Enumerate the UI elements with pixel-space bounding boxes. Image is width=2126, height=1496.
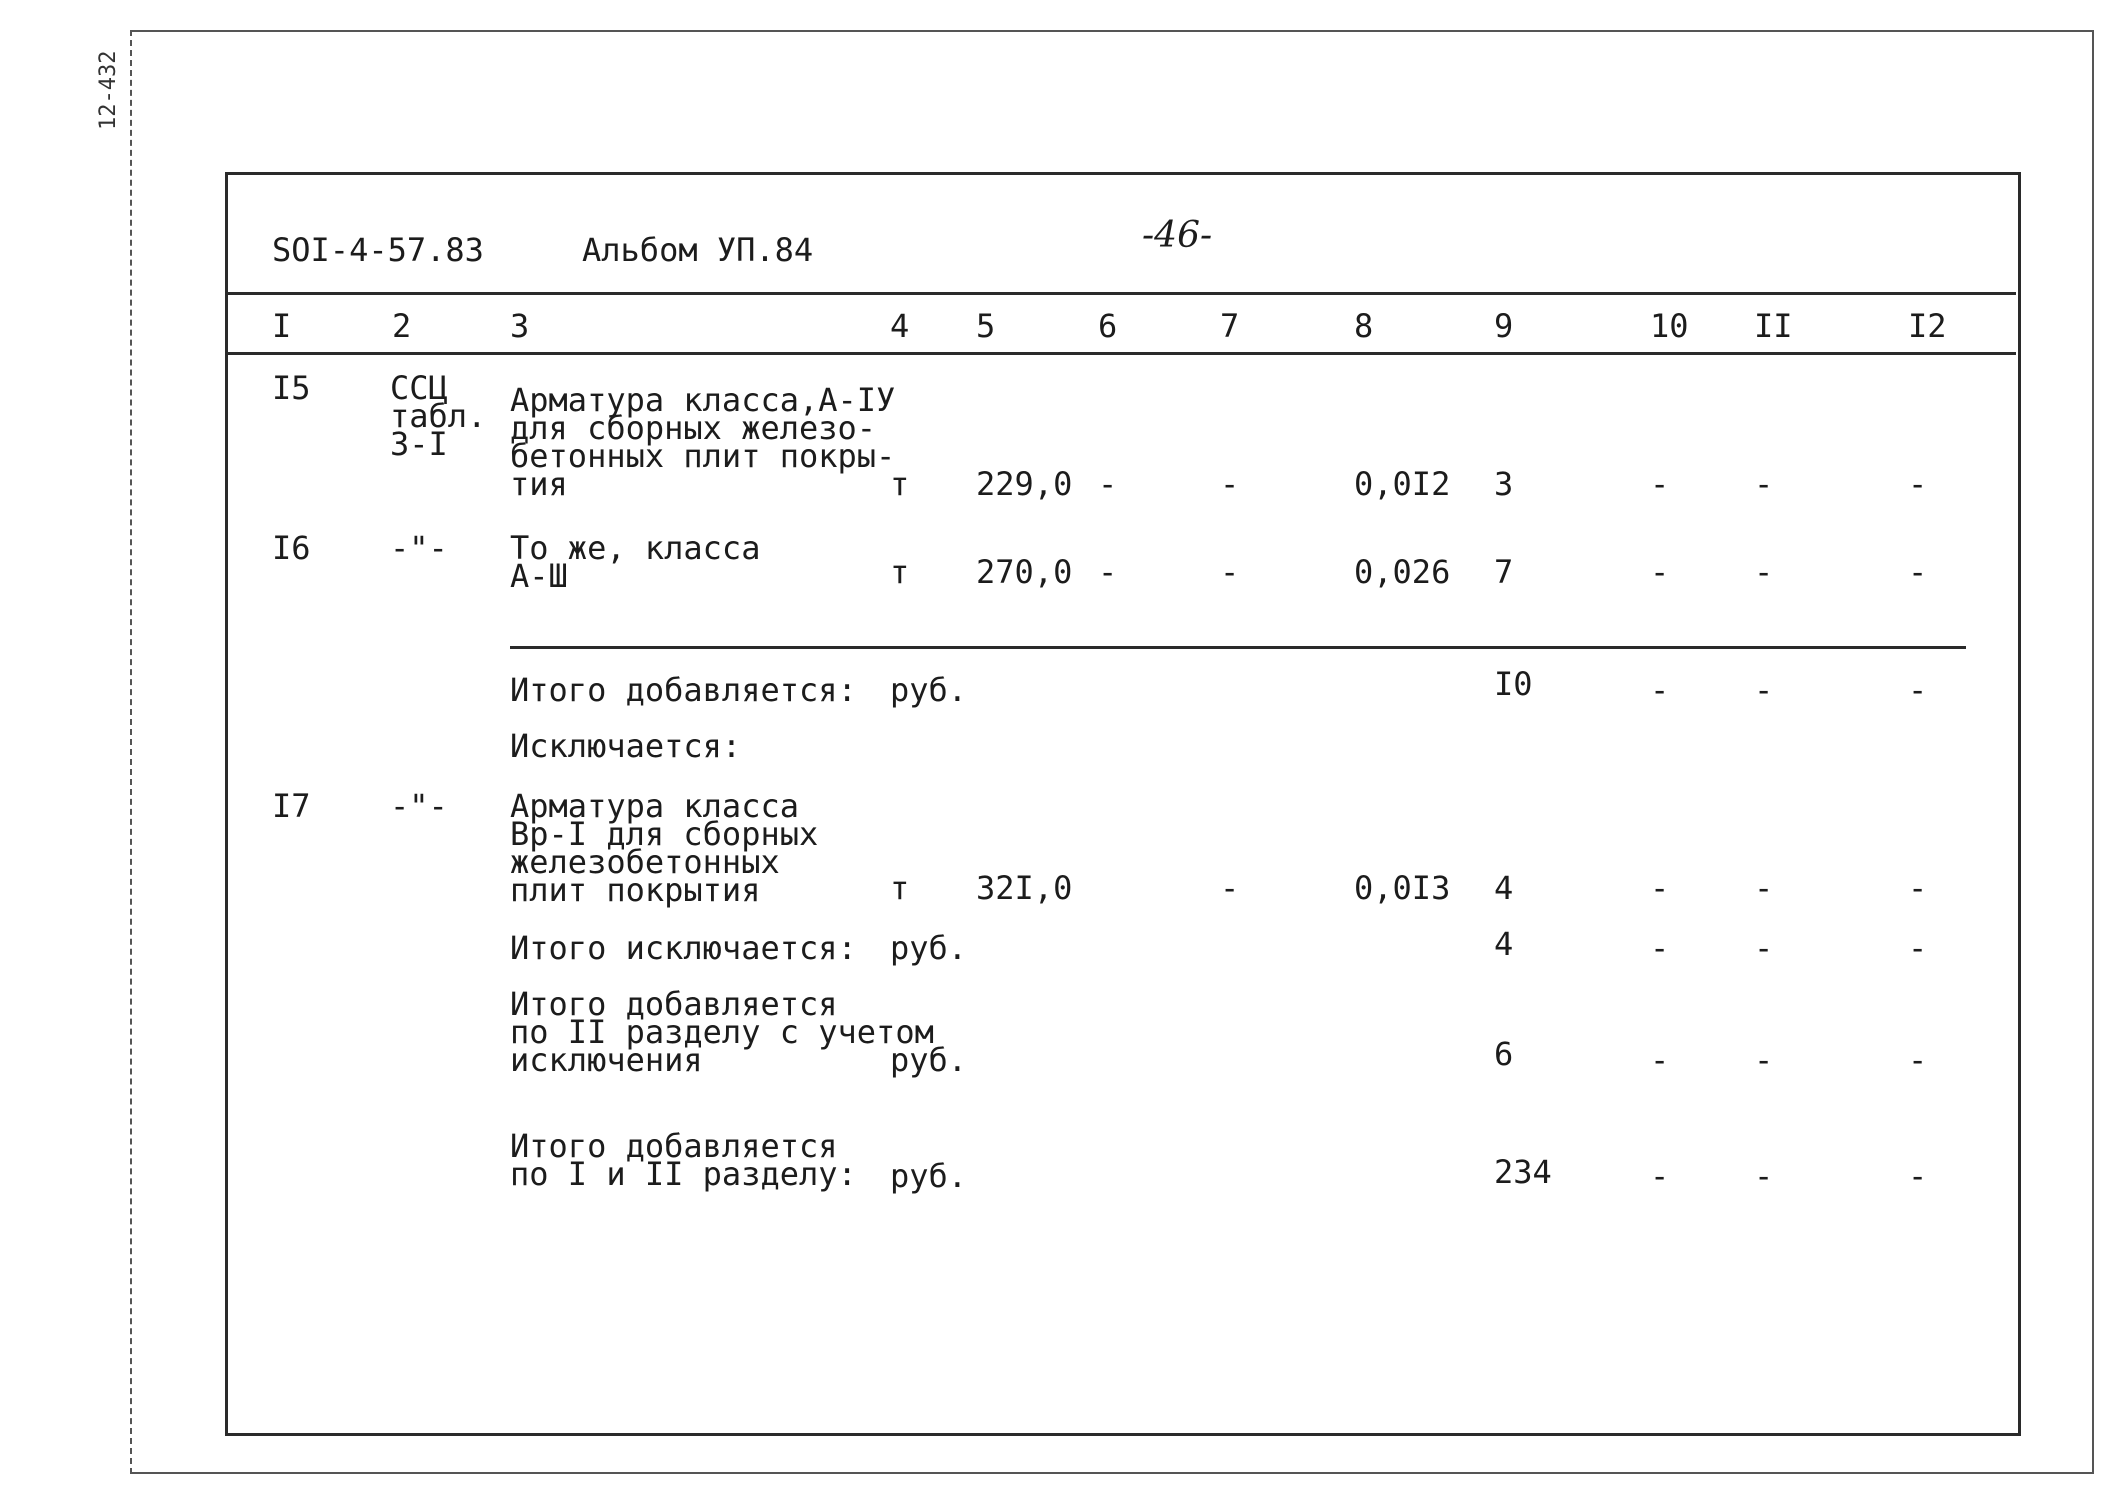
row-reference: -"- xyxy=(390,529,448,567)
column-header: 2 xyxy=(392,307,412,345)
column-header: I2 xyxy=(1908,307,1947,345)
album-label: Альбом УП.84 xyxy=(582,231,814,269)
total-section2-col10: - xyxy=(1650,1041,1670,1079)
row-quantity: 0,0I2 xyxy=(1354,465,1451,503)
doc-code: SOI-4-57.83 xyxy=(272,231,484,269)
total-section2-col11: - xyxy=(1754,1041,1774,1079)
column-header: 3 xyxy=(510,307,530,345)
row-col11: - xyxy=(1754,553,1774,591)
row-col7: - xyxy=(1220,553,1240,591)
row-col12: - xyxy=(1908,869,1928,907)
document-frame xyxy=(225,172,2021,1436)
column-header: 6 xyxy=(1098,307,1118,345)
total-added-col10: - xyxy=(1650,671,1670,709)
total-excluded-unit: руб. xyxy=(890,929,968,967)
row-quantity: 0,026 xyxy=(1354,553,1451,591)
row-description: То же, класса А-Ш xyxy=(510,529,761,595)
column-header: 4 xyxy=(890,307,910,345)
total-all-col12: - xyxy=(1908,1157,1928,1195)
row-col9: 3 xyxy=(1494,465,1514,503)
total-all-col11: - xyxy=(1754,1157,1774,1195)
total-all-unit: руб. xyxy=(890,1157,968,1195)
row-unit: т xyxy=(890,553,910,591)
row-number: I5 xyxy=(272,369,311,407)
row-reference: -"- xyxy=(390,787,448,825)
column-header: II xyxy=(1754,307,1793,345)
total-section2-label: Итого добавляется по II разделу с учетом исключения xyxy=(510,985,934,1079)
row-description: Арматура класса Вр-I для сборных железобетонных плит покрытия xyxy=(510,787,819,909)
row-quantity: 0,0I3 xyxy=(1354,869,1451,907)
total-added-unit: руб. xyxy=(890,671,968,709)
total-added-col12: - xyxy=(1908,671,1928,709)
total-excluded-col10: - xyxy=(1650,929,1670,967)
margin-note: 12-432 xyxy=(96,50,121,130)
row-col12: - xyxy=(1908,553,1928,591)
row-col11: - xyxy=(1754,869,1774,907)
column-header: 5 xyxy=(976,307,996,345)
row-unit: т xyxy=(890,465,910,503)
column-header: 10 xyxy=(1650,307,1689,345)
total-section2-col9: 6 xyxy=(1494,1035,1514,1073)
row-col6: - xyxy=(1098,465,1118,503)
total-section2-unit: руб. xyxy=(890,1041,968,1079)
row-unit: т xyxy=(890,869,910,907)
column-header: 9 xyxy=(1494,307,1514,345)
total-all-col9: 234 xyxy=(1494,1153,1552,1191)
row-price: 270,0 xyxy=(976,553,1073,591)
row-price: 32I,0 xyxy=(976,869,1073,907)
page-number: -46- xyxy=(1142,215,1213,256)
subtotal-rule xyxy=(510,646,1966,649)
header-rule-bottom xyxy=(228,352,2016,355)
row-col9: 4 xyxy=(1494,869,1514,907)
row-col12: - xyxy=(1908,465,1928,503)
row-col7: - xyxy=(1220,465,1240,503)
total-excluded-label: Итого исключается: xyxy=(510,929,857,967)
row-col10: - xyxy=(1650,869,1670,907)
row-col9: 7 xyxy=(1494,553,1514,591)
row-col11: - xyxy=(1754,465,1774,503)
total-excluded-col11: - xyxy=(1754,929,1774,967)
row-col10: - xyxy=(1650,553,1670,591)
total-added-label: Итого добавляется: xyxy=(510,671,857,709)
row-col7: - xyxy=(1220,869,1240,907)
total-all-col10: - xyxy=(1650,1157,1670,1195)
total-excluded-col9: 4 xyxy=(1494,925,1514,963)
row-col10: - xyxy=(1650,465,1670,503)
row-col6: - xyxy=(1098,553,1118,591)
column-header: 7 xyxy=(1220,307,1240,345)
row-price: 229,0 xyxy=(976,465,1073,503)
row-reference: ССЦ табл. 3-I xyxy=(390,369,487,463)
total-all-label: Итого добавляется по I и II разделу: xyxy=(510,1127,857,1193)
total-added-col9: I0 xyxy=(1494,665,1533,703)
excluded-heading: Исключается: xyxy=(510,727,742,765)
row-description: Арматура класса,А-IУ для сборных железо- бетонных плит покры- тия xyxy=(510,381,896,503)
total-excluded-col12: - xyxy=(1908,929,1928,967)
header-rule-top xyxy=(228,292,2016,295)
total-section2-col12: - xyxy=(1908,1041,1928,1079)
total-added-col11: - xyxy=(1754,671,1774,709)
column-header: I xyxy=(272,307,292,345)
row-number: I7 xyxy=(272,787,311,825)
column-header: 8 xyxy=(1354,307,1374,345)
row-number: I6 xyxy=(272,529,311,567)
